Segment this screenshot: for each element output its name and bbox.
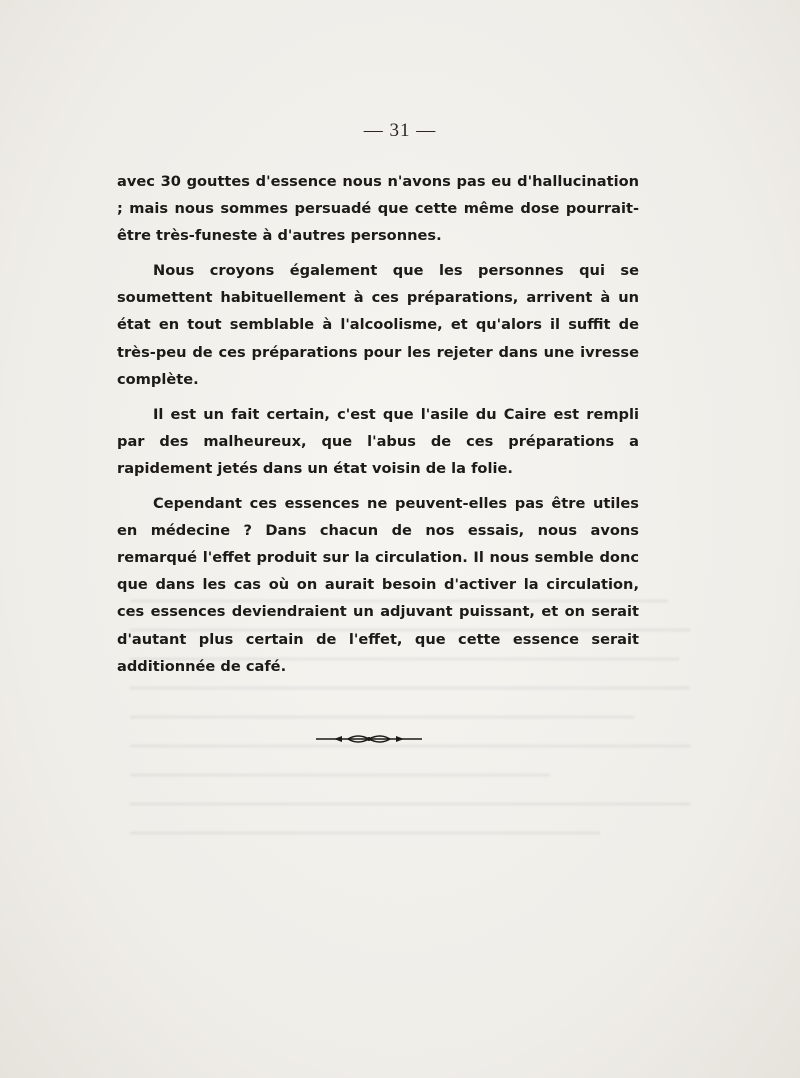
page-number: — 31 — bbox=[363, 120, 437, 141]
paragraph-4: Cependant ces essences ne peuvent-elles pas être utiles en médecine ? Dans chacun de nos essais, nous avons remarqué l'effet produit sur la circulation. Il nous semble donc que dans les cas où on aurait besoin d'activer la circulation, ces essences deviendraient un adjuvant puissant, et on serait d'autant plus certain de l'effet, que cette essence serait additionnée de café. bbox=[117, 495, 639, 675]
body-text bbox=[117, 168, 639, 688]
paragraph-1: avec 30 gouttes d'essence nous n'avons pas eu d'hallucination ; mais nous sommes persuadé que cette même dose pourrait-être très-funeste à d'autres personnes. bbox=[117, 173, 639, 245]
paragraph-3: Il est un fait certain, c'est que l'asile du Caire est rempli par des malheureux, que l'abus de ces préparations a rapidement jetés dans un état voisin de la folie. bbox=[117, 405, 639, 477]
paragraph-2: Nous croyons également que les personnes qui se soumettent habituellement à ces préparations, arrivent à un état en tout semblable à l'alcoolisme, et qu'alors il suffit de très-peu de ces préparations pour les rejeter dans une ivresse complète. bbox=[117, 262, 639, 388]
decorative-rule-icon bbox=[314, 732, 424, 746]
